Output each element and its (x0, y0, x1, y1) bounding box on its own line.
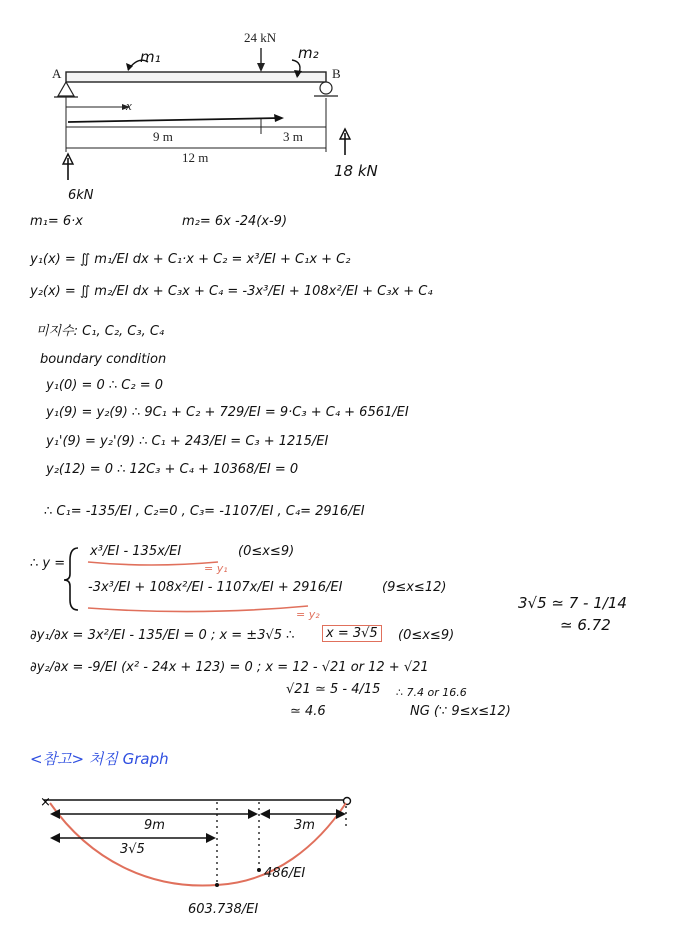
graph-dim-9m: 9m (144, 818, 165, 833)
pin-support-a (58, 82, 74, 96)
dim-12m-label: 12 m (182, 150, 209, 165)
boundary-line-2: y₁(9) = y₂(9) ∴ 9C₁ + C₂ + 729/EI = 9·C₃ + C₄ + 6561/EI (46, 405, 409, 420)
boundary-title: boundary condition (40, 352, 167, 367)
solution-y1: x³/EI - 135x/EI (90, 544, 182, 559)
critical-point-box: x = 3√5 (322, 625, 382, 642)
boundary-line-4: y₂(12) = 0 ∴ 12C₃ + C₄ + 10368/EI = 0 (46, 462, 299, 477)
svg-text:×: × (40, 795, 51, 810)
moment-label-m1: m₁ (140, 48, 161, 66)
beam-body (66, 72, 326, 82)
constants-line: ∴ C₁= -135/EI , C₂=0 , C₃= -1107/EI , C₄= 2916/EI (44, 504, 365, 519)
reaction-b-label: 18 kN (334, 162, 378, 180)
approx-sqrt21: √21 ≃ 5 - 4/15 (286, 682, 381, 697)
dim-3m-label: 3 m (283, 129, 303, 144)
support-label-b: B (332, 66, 341, 81)
support-label-a: A (52, 66, 62, 81)
boundary-line-3: y₁'(9) = y₂'(9) ∴ C₁ + 243/EI = C₃ + 1215/EI (46, 434, 329, 449)
moment-eq-m1: m₁= 6·x (30, 214, 83, 229)
solution-y1-tag: = y₁ (204, 562, 228, 575)
moment-eq-m2: m₂= 6x -24(x-9) (182, 214, 288, 229)
graph-value-486: 486/EI (264, 866, 306, 881)
approx-value: ≃ 4.6 (290, 704, 326, 719)
solution-y1-range: (0≤x≤9) (238, 544, 295, 559)
derivative-y1-range: (0≤x≤9) (398, 628, 455, 643)
graph-value-max: 603.738/EI (188, 902, 259, 917)
solution-y2-tag: = y₂ (296, 608, 320, 621)
side-note-line-1: 3√5 ≃ 7 - 1/14 (518, 594, 627, 612)
deflection-eq-y2: y₂(x) = ∬ m₂/EI dx + C₃x + C₄ = -3x³/EI + 108x²/EI + C₃x + C₄ (30, 284, 433, 299)
graph-dim-3r5: 3√5 (120, 842, 145, 857)
graph-dim-3m: 3m (294, 818, 315, 833)
reaction-a-label: 6kN (68, 188, 94, 203)
graph-heading: <참고> 처짐 Graph (30, 750, 169, 768)
approx-roots: ∴ 7.4 or 16.6 (396, 686, 467, 699)
boundary-line-1: y₁(0) = 0 ∴ C₂ = 0 (46, 378, 163, 393)
unknowns-line: 미지수: C₁, C₂, C₃, C₄ (36, 324, 165, 339)
solution-y2: -3x³/EI + 108x²/EI - 1107x/EI + 2916/EI (88, 580, 343, 595)
derivative-y1: ∂y₁/∂x = 3x²/EI - 135/EI = 0 ; x = ±3√5 ∴ (30, 628, 295, 643)
derivative-y2: ∂y₂/∂x = -9/EI (x² - 24x + 123) = 0 ; x = 12 - √21 or 12 + √21 (30, 660, 429, 675)
not-good-note: NG (∵ 9≤x≤12) (410, 704, 511, 719)
side-note-line-2: ≃ 6.72 (560, 616, 611, 634)
moment-label-m2: m₂ (298, 44, 319, 62)
dim-9m-label: 9 m (153, 129, 173, 144)
solution-prefix: ∴ y = (30, 556, 66, 571)
piecewise-brace (64, 548, 78, 610)
x-axis-label: x (126, 98, 132, 113)
solution-y2-range: (9≤x≤12) (382, 580, 447, 595)
point-load-label: 24 kN (244, 30, 277, 45)
deflection-eq-y1: y₁(x) = ∬ m₁/EI dx + C₁·x + C₂ = x³/EI + C₁x + C₂ (30, 252, 351, 267)
roller-support-b (320, 82, 332, 94)
